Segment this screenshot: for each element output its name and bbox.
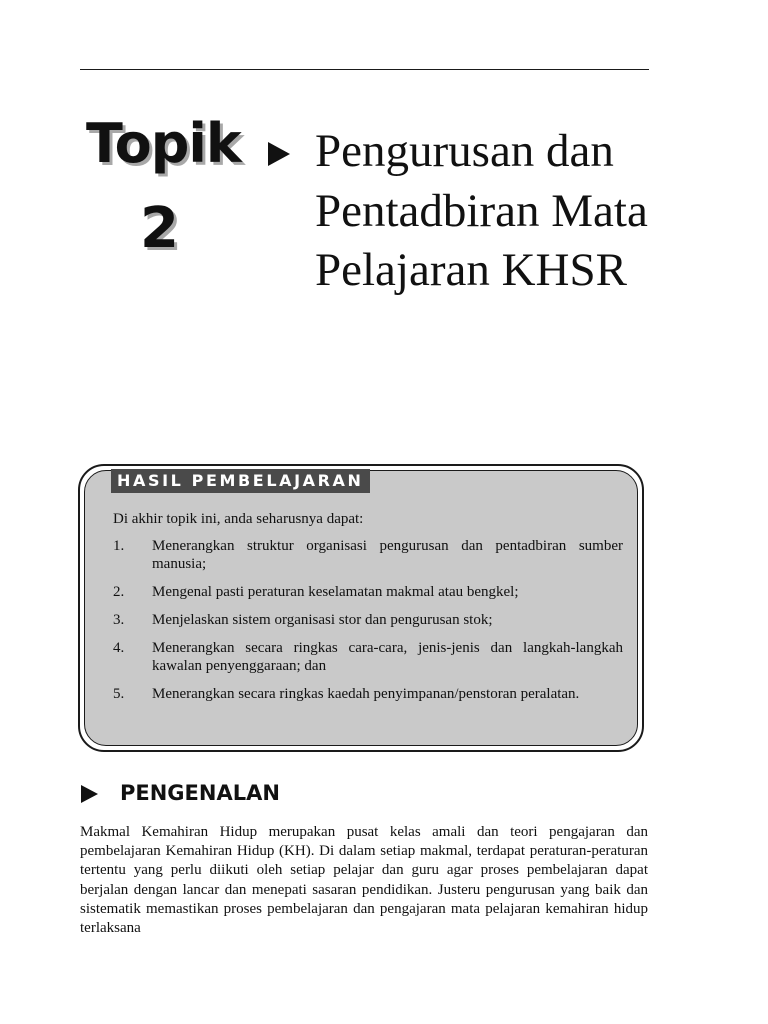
learning-outcomes-heading: HASIL PEMBELAJARAN xyxy=(111,469,370,493)
header-rule xyxy=(80,69,649,70)
item-text: Menerangkan secara ringkas cara-cara, jenis-jenis dan langkah-langkah kawalan penyenggaraan; dan xyxy=(152,640,623,674)
learning-outcome-item xyxy=(113,611,623,629)
section-heading: PENGENALAN xyxy=(120,781,280,805)
item-number: 5. xyxy=(113,686,125,702)
item-number: 4. xyxy=(113,640,125,656)
learning-outcomes-intro: Di akhir topik ini, anda seharusnya dapat: xyxy=(113,511,364,527)
learning-outcome-item xyxy=(113,537,623,573)
topic-number: 2 xyxy=(140,196,179,261)
item-text: Menerangkan secara ringkas kaedah penyimpanan/penstoran peralatan. xyxy=(152,686,580,702)
chapter-title: Pengurusan dan Pentadbiran Mata Pelajaran KHSR xyxy=(315,125,648,296)
right-triangle-icon xyxy=(268,142,290,166)
introduction-paragraph: Makmal Kemahiran Hidup merupakan pusat kelas amali dan teori pengajaran dan pembelajaran Kemahiran Hidup (KH). Di dalam setiap makmal, terdapat peraturan-peraturan tertentu yang perlu diikuti oleh setiap pelajar dan guru agar proses pembelajaran dapat berjalan dengan lancar dan menepati sasaran pendidikan. Justeru pengurusan yang baik dan sistematik memastikan proses pembelajaran dan pengajaran mata pelajaran kemahiran hidup terlaksana xyxy=(80,824,648,937)
learning-outcome-item xyxy=(113,685,623,703)
item-text: Mengenal pasti peraturan keselamatan makmal atau bengkel; xyxy=(152,584,519,600)
item-number: 3. xyxy=(113,612,125,628)
item-number: 2. xyxy=(113,584,125,600)
item-text: Menjelaskan sistem organisasi stor dan pengurusan stok; xyxy=(152,612,493,628)
learning-outcomes-list xyxy=(113,537,623,713)
item-text: Menerangkan struktur organisasi pengurusan dan pentadbiran sumber manusia; xyxy=(152,538,623,572)
right-triangle-icon xyxy=(81,785,98,803)
item-number: 1. xyxy=(113,538,125,554)
learning-outcome-item xyxy=(113,583,623,601)
topic-label: Topik xyxy=(86,112,241,175)
learning-outcome-item xyxy=(113,639,623,675)
